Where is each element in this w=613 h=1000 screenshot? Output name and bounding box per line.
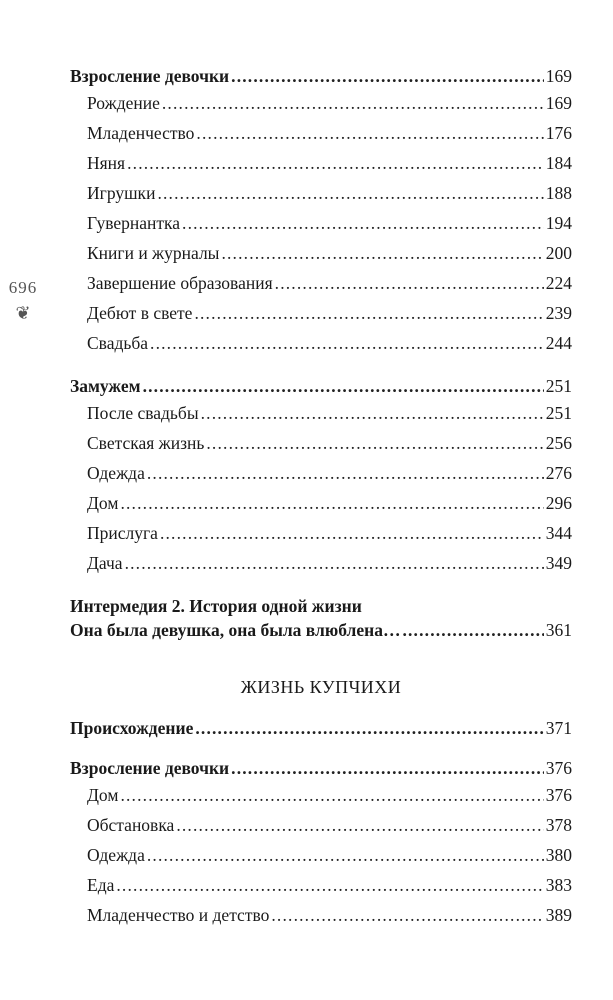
toc-page-number: 349	[545, 553, 572, 573]
toc-entry-title: Еда	[87, 875, 115, 895]
toc-entry	[70, 88, 572, 118]
toc-page-number: 378	[545, 815, 572, 835]
toc-heading	[70, 618, 572, 642]
toc-page-number: 389	[545, 905, 572, 925]
toc-heading-title: Замужем	[70, 376, 141, 396]
toc-entry	[70, 518, 572, 548]
toc-heading	[70, 64, 572, 88]
toc-page-number: 194	[545, 213, 572, 233]
dot-leader	[147, 458, 544, 488]
toc-heading	[70, 756, 572, 780]
toc-entry	[70, 428, 572, 458]
toc-entry	[70, 900, 572, 930]
toc-entry-title: Младенчество	[87, 123, 195, 143]
toc-entry	[70, 238, 572, 268]
toc-entry	[70, 298, 572, 328]
dot-leader	[150, 328, 544, 358]
toc-page-number: 169	[545, 93, 572, 113]
toc-entry-title: После свадьбы	[87, 403, 199, 423]
dot-leader	[196, 118, 543, 148]
toc-page-number: 200	[545, 243, 572, 263]
dot-leader	[127, 148, 544, 178]
toc-heading-title: Происхождение	[70, 718, 194, 738]
toc-entry	[70, 548, 572, 578]
toc-page-number: 169	[545, 66, 572, 86]
toc-entry	[70, 488, 572, 518]
toc-entry-title: Дом	[87, 493, 119, 513]
toc-entry-title: Свадьба	[87, 333, 149, 353]
dot-leader	[194, 298, 543, 328]
dot-leader	[231, 756, 544, 780]
toc-heading-title: Она была девушка, она была влюблена…	[70, 620, 401, 640]
toc-page-number: 276	[545, 463, 572, 483]
toc-page-number: 371	[545, 718, 572, 738]
dot-leader	[116, 870, 543, 900]
toc-heading	[70, 374, 572, 398]
section-title: ЖИЗНЬ КУПЧИХИ	[240, 677, 402, 697]
toc-entry-title: Дом	[87, 785, 119, 805]
toc-entry	[70, 148, 572, 178]
toc-entry	[70, 268, 572, 298]
spacer	[70, 358, 572, 374]
dot-leader	[176, 810, 543, 840]
dot-leader	[125, 548, 544, 578]
toc-entry	[70, 840, 572, 870]
toc-page-number: 176	[545, 123, 572, 143]
toc-entry-title: Дебют в свете	[87, 303, 193, 323]
floral-ornament-icon: ❦	[15, 303, 31, 323]
toc-entry-title: Обстановка	[87, 815, 175, 835]
toc-entry	[70, 208, 572, 238]
dot-leader	[120, 488, 543, 518]
spacer	[70, 740, 572, 756]
dot-leader	[120, 780, 543, 810]
toc-heading-title: Взросление девочки	[70, 758, 230, 778]
toc-entry	[70, 780, 572, 810]
page-margin	[6, 278, 40, 324]
toc-page-number: 188	[545, 183, 572, 203]
toc-page-number: 376	[545, 785, 572, 805]
toc-page-number: 244	[545, 333, 572, 353]
dot-leader	[402, 618, 543, 642]
toc-entry-title: Младенчество и детство	[87, 905, 270, 925]
toc-entry	[70, 118, 572, 148]
toc-entry-title: Завершение образования	[87, 273, 273, 293]
toc-heading	[70, 716, 572, 740]
intermission-title: Интермедия 2. История одной жизни	[70, 596, 362, 616]
toc-page-number: 224	[545, 273, 572, 293]
toc-entry-title: Няня	[87, 153, 126, 173]
spacer	[70, 578, 572, 594]
toc-page-number: 184	[545, 153, 572, 173]
dot-leader	[162, 88, 544, 118]
toc-page-number: 296	[545, 493, 572, 513]
toc-entry-title: Прислуга	[87, 523, 158, 543]
page-number: 696	[8, 278, 38, 297]
toc-entry-title: Рождение	[87, 93, 160, 113]
toc-page-number: 376	[545, 758, 572, 778]
toc-entry	[70, 458, 572, 488]
dot-leader	[201, 398, 544, 428]
toc-entry-title: Одежда	[87, 845, 145, 865]
dot-leader	[143, 374, 544, 398]
toc-entry-title: Книги и журналы	[87, 243, 220, 263]
dot-leader	[157, 178, 543, 208]
toc-entry	[70, 398, 572, 428]
table-of-contents	[70, 64, 572, 930]
dot-leader	[160, 518, 544, 548]
toc-entry	[70, 178, 572, 208]
toc-entry-title: Одежда	[87, 463, 145, 483]
toc-page-number: 380	[545, 845, 572, 865]
toc-page-number: 251	[545, 376, 572, 396]
dot-leader	[147, 840, 544, 870]
toc-page-number: 239	[545, 303, 572, 323]
toc-entry	[70, 870, 572, 900]
toc-page-number: 344	[545, 523, 572, 543]
toc-page-number: 256	[545, 433, 572, 453]
toc-heading-title: Взросление девочки	[70, 66, 230, 86]
dot-leader	[206, 428, 543, 458]
toc-entry	[70, 328, 572, 358]
dot-leader	[182, 208, 544, 238]
dot-leader	[195, 716, 543, 740]
toc-entry-title: Игрушки	[87, 183, 156, 203]
toc-page-number: 383	[545, 875, 572, 895]
toc-entry-title: Дача	[87, 553, 123, 573]
dot-leader	[231, 64, 544, 88]
dot-leader	[275, 268, 544, 298]
toc-entry	[70, 810, 572, 840]
toc-page-number: 251	[545, 403, 572, 423]
toc-entry-title: Гувернантка	[87, 213, 181, 233]
dot-leader	[221, 238, 543, 268]
toc-page-number: 361	[545, 620, 572, 640]
dot-leader	[271, 900, 543, 930]
toc-entry-title: Светская жизнь	[87, 433, 205, 453]
